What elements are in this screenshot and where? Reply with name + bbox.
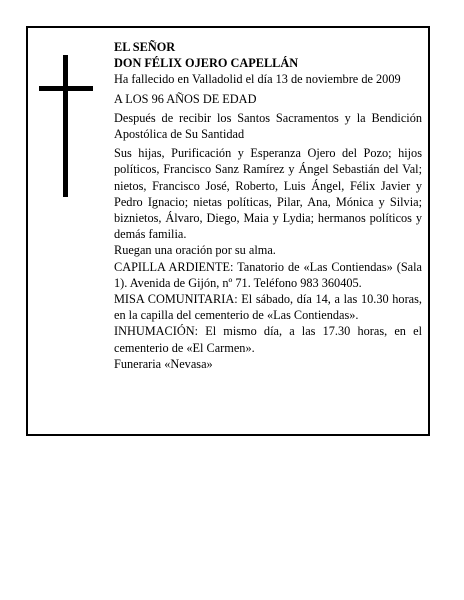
sacraments-line: Después de recibir los Santos Sacramentos y la Bendición Apostólica de Su Santidad (114, 110, 422, 142)
prayer-request: Ruegan una oración por su alma. (114, 243, 276, 258)
notice-text (114, 39, 422, 372)
family-list: Sus hijas, Purificación y Esperanza Ojero del Pozo; hijos políticos, Francisco Sanz Ramírez y Ángel Sebastián del Val; nietos, Francisco José, Roberto, Luis Ángel, Félix Javier y Pedro Ignacio; nietas políticas, Pilar, Ana, Mónica y Silvia; biznietos, Álvaro, Diego, Maia y Lydia; hermanos políticos y demás familia. (114, 146, 422, 242)
death-announcement: Ha fallecido en Valladolid el día 13 de noviembre de 2009 (114, 72, 401, 87)
cross-vertical-bar (63, 55, 68, 197)
cross-horizontal-bar (39, 86, 93, 91)
deceased-name: DON FÉLIX OJERO CAPELLÁN (114, 56, 299, 71)
chapel-info: CAPILLA ARDIENTE: Tanatorio de «Las Contiendas» (Sala 1). Avenida de Gijón, nº 71. Teléfono 983 360405. (114, 259, 422, 290)
funeral-home: Funeraria «Nevasa» (114, 356, 213, 371)
mass-info: MISA COMUNITARIA: El sábado, día 14, a las 10.30 horas, en la capilla del cementerio de «Las Contiendas». (114, 292, 422, 323)
burial-info: INHUMACIÓN: El mismo día, a las 17.30 horas, en el cementerio de «El Carmen». (114, 324, 422, 355)
age-line: A LOS 96 AÑOS DE EDAD (114, 91, 257, 106)
notice-title: EL SEÑOR (114, 40, 176, 54)
